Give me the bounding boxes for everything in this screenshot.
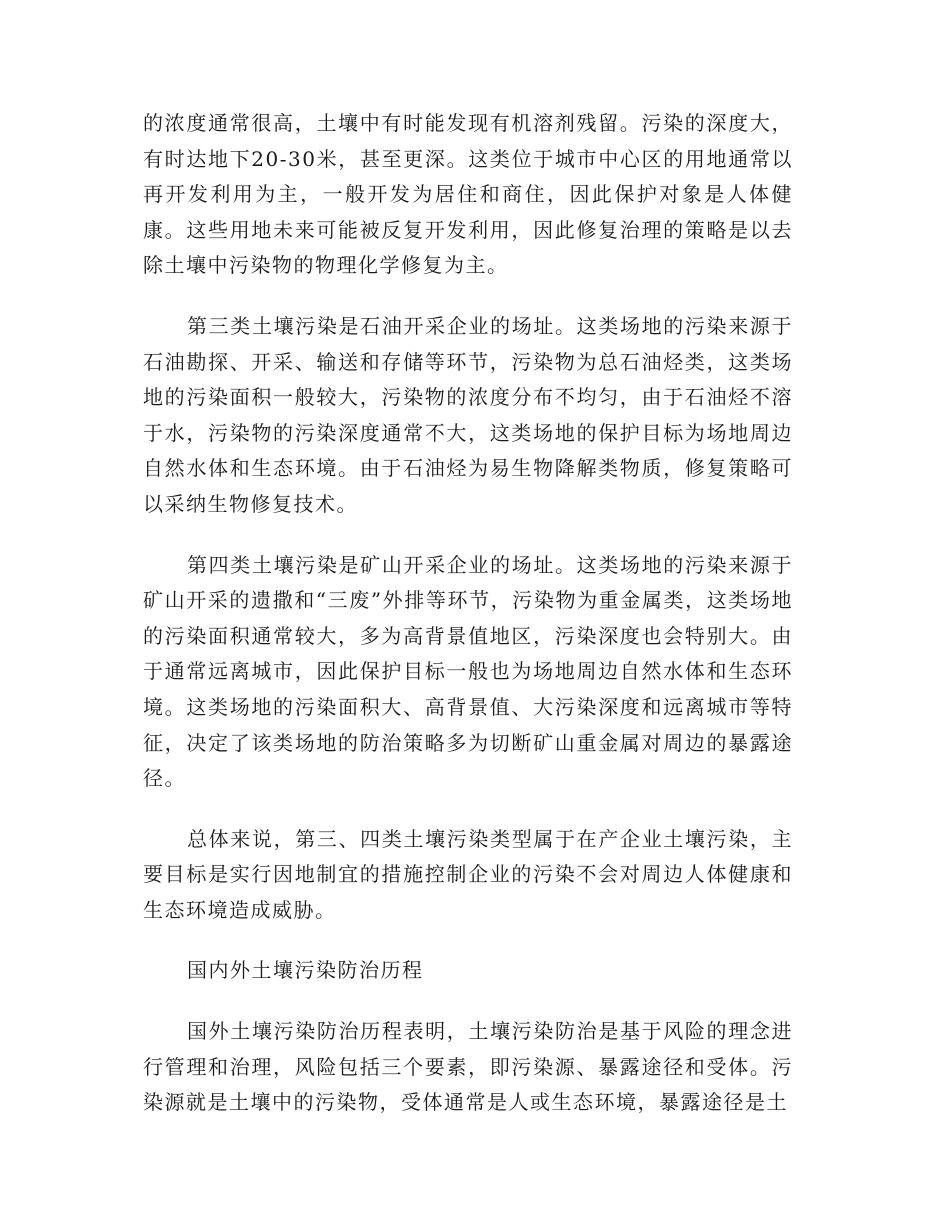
paragraph-continuation: 的浓度通常很高，土壤中有时能发现有机溶剂残留。污染的深度大，有时达地下20-30米，甚至更深。这类位于城市中心区的用地通常以再开发利用为主，一般开发为居住和商住，因此保护对象是人体健康。这些用地未来可能被反复开发利用，因此修复治理的策略是以去除土壤中污染物的物理化学修复为主。 bbox=[143, 111, 793, 278]
paragraph-type-three: 第三类土壤污染是石油开采企业的场址。这类场地的污染来源于石油勘探、开采、输送和存储等环节，污染物为总石油烃类，这类场地的污染面积一般较大，污染物的浓度分布不均匀，由于石油烃不溶于水，污染物的污染深度通常不大，这类场地的保护目标为场地周边自然水体和生态环境。由于石油烃为易生物降解类物质，修复策略可以采纳生物修复技术。 bbox=[143, 313, 793, 516]
section-heading: 国内外土壤污染防治历程 bbox=[187, 958, 424, 983]
document-body bbox=[143, 106, 793, 1146]
paragraph-summary: 总体来说，第三、四类土壤污染类型属于在产企业土壤污染，主要目标是实行因地制宜的措施控制企业的污染不会对周边人体健康和生态环境造成威胁。 bbox=[143, 826, 793, 922]
paragraph-type-four: 第四类土壤污染是矿山开采企业的场址。这类场地的污染来源于矿山开采的遗撒和“三废”外排等环节，污染物为重金属类，这类场地的污染面积通常较大，多为高背景值地区，污染深度也会特别大。由于通常远离城市，因此保护目标一般也为场地周边自然水体和生态环境。这类场地的污染面积大、高背景值、大污染深度和远离城市等特征，决定了该类场地的防治策略多为切断矿山重金属对周边的暴露途径。 bbox=[143, 552, 793, 791]
paragraph-history: 国外土壤污染防治历程表明，土壤污染防治是基于风险的理念进行管理和治理，风险包括三个要素，即污染源、暴露途径和受体。污染源就是土壤中的污染物，受体通常是人或生态环境，暴露途径是土 bbox=[143, 1019, 793, 1115]
